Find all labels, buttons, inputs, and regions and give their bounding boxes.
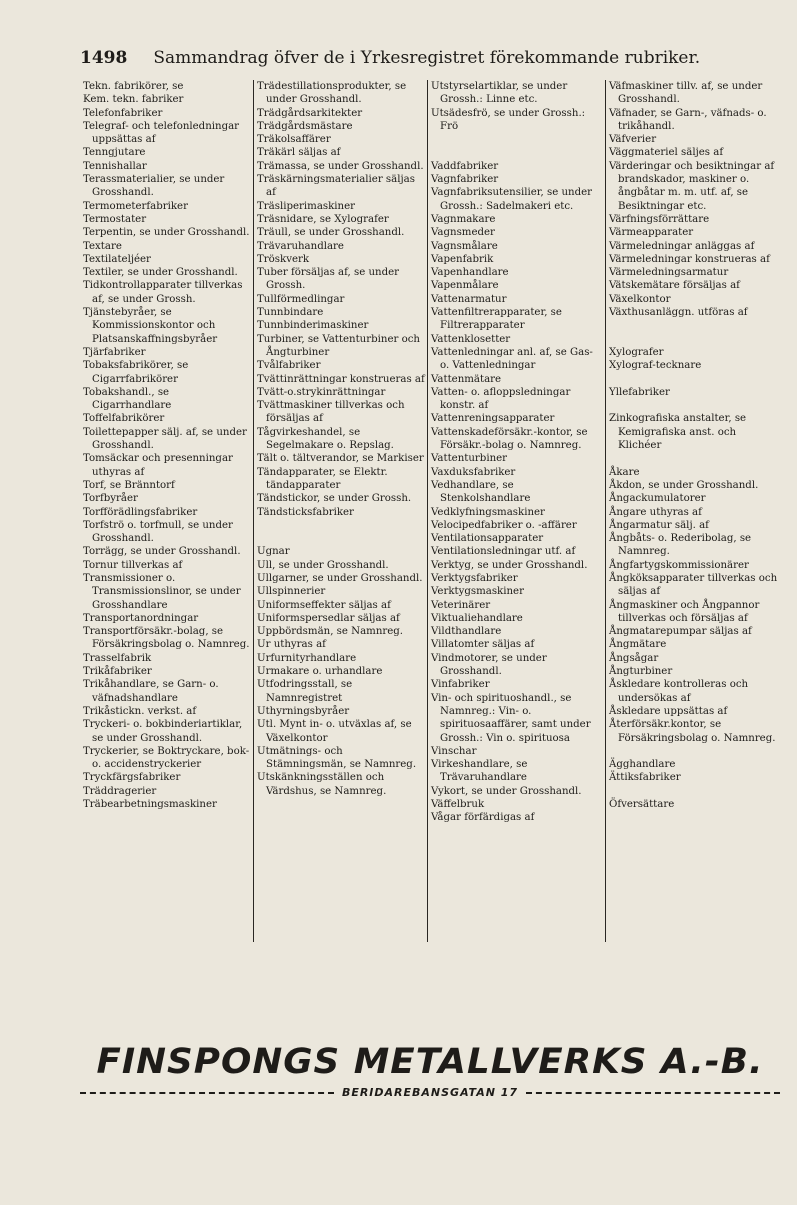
directory-entry: Tryckfärgsfabriker bbox=[83, 772, 181, 784]
directory-entry: Vedklyfningsmaskiner bbox=[431, 506, 545, 518]
directory-entry: Ångmätare bbox=[609, 639, 667, 651]
column-2 bbox=[254, 80, 428, 942]
directory-entry: Ångturbiner bbox=[609, 666, 673, 678]
directory-entry bbox=[609, 333, 778, 346]
directory-entry: Värmeledningsarmatur bbox=[609, 267, 729, 279]
directory-entry: Ur uthyras af bbox=[257, 639, 326, 651]
advertisement-company: FINSPONGS METALLVERKS A.-B. bbox=[96, 1042, 764, 1082]
directory-entry: Träkärl säljas af bbox=[257, 147, 341, 159]
directory-entry: Återförsäkr.kontor, se Försäkringsbolag o. Namnreg. bbox=[609, 719, 776, 744]
column-3 bbox=[428, 80, 606, 942]
directory-entry: Ångmaskiner och Ångpannor tillverkas och försäljas af bbox=[609, 599, 760, 624]
directory-entry: Tenngjutare bbox=[83, 147, 146, 159]
directory-entry: Vapenfabrik bbox=[431, 253, 494, 265]
directory-entry: Utmätnings- och Stämningsmän, se Namnreg. bbox=[257, 745, 417, 771]
directory-entry: Tvålfabriker bbox=[257, 360, 321, 372]
directory-entry: Vildthandlare bbox=[431, 626, 502, 638]
directory-entry: Åskledare uppsättas af bbox=[609, 705, 728, 717]
directory-entry: Ångackumulatorer bbox=[609, 493, 706, 505]
directory-entry: Vågar förfärdigas af bbox=[431, 812, 535, 824]
directory-entry: Utl. Mynt in- o. utväxlas af, se Växelkontor bbox=[257, 719, 412, 744]
directory-entry: Väffelbruk bbox=[431, 799, 485, 811]
directory-entry: Åskledare kontrolleras och undersökas af bbox=[609, 679, 749, 704]
directory-entry: Urmakare o. urhandlare bbox=[257, 666, 383, 678]
directory-entry: Transmissioner o. Transmissionslinor, se under Grosshandlare bbox=[83, 572, 241, 611]
directory-entry: Vattenledningar anl. af, se Gas- o. Vattenledningar bbox=[431, 346, 593, 372]
directory-entry bbox=[609, 319, 778, 332]
directory-entry: Uniformspersedlar säljas af bbox=[257, 612, 400, 624]
directory-entry: Xylograf-tecknare bbox=[609, 360, 702, 372]
directory-entry: Vattenreningsapparater bbox=[431, 413, 555, 425]
directory-entry: Vykort, se under Grosshandl. bbox=[431, 785, 582, 797]
directory-entry: Ångfartygskommissionärer bbox=[609, 559, 749, 571]
directory-entry: Trädestillationsprodukter, se under Grosshandl. bbox=[257, 81, 407, 106]
directory-entry: Vin- och spirituoshandl., se Namnreg.: Vin- o. spirituosaaffärer, samt under Grossh.: Vin o. spirituosa bbox=[431, 692, 591, 744]
directory-entry: Trikåfabriker bbox=[83, 666, 152, 678]
directory-entry: Tennishallar bbox=[83, 160, 147, 172]
directory-entry: Vaddfabriker bbox=[431, 160, 499, 172]
advertisement-address-row bbox=[80, 1086, 780, 1099]
page-title: Sammandrag öfver de i Yrkesregistret förekommande rubriker. bbox=[153, 48, 701, 68]
directory-entry: Väfverier bbox=[609, 134, 657, 146]
directory-entry: Veterinärer bbox=[431, 599, 491, 611]
directory-entry: Utsädesfrö, se under Grossh.: Frö bbox=[431, 107, 586, 132]
directory-entry: Ventilationsapparater bbox=[431, 533, 544, 545]
directory-entry: Ugnar bbox=[257, 546, 290, 558]
directory-entry: Tröskverk bbox=[257, 253, 310, 265]
directory-entry: Växelkontor bbox=[609, 293, 671, 305]
directory-entry: Ångbåts- o. Rederibolag, se Namnreg. bbox=[609, 533, 752, 558]
directory-entry: Trävaruhandlare bbox=[257, 240, 344, 252]
directory-entry: Vätskemätare försäljas af bbox=[609, 280, 740, 292]
directory-entry: Tunnbinderimaskiner bbox=[257, 320, 369, 332]
directory-entry: Tobaksfabrikörer, se Cigarrfabrikörer bbox=[83, 360, 189, 385]
directory-entry: Trämassa, se under Grosshandl. bbox=[257, 160, 424, 172]
directory-entry: Väfmaskiner tillv. af, se under Grosshandl. bbox=[609, 81, 763, 106]
directory-entry: Ångköksapparater tillverkas och säljas af bbox=[609, 572, 778, 598]
directory-entry: Uthyrningsbyråer bbox=[257, 705, 350, 717]
directory-entry: Tvättmaskiner tillverkas och försäljas af bbox=[257, 400, 405, 425]
directory-entry: Telefonfabriker bbox=[83, 107, 163, 119]
directory-entry: Åkdon, se under Grosshandl. bbox=[609, 479, 759, 491]
directory-entry: Virkeshandlare, se Trävaruhandlare bbox=[431, 759, 528, 784]
directory-entry: Uppbördsmän, se Namnreg. bbox=[257, 626, 404, 638]
directory-entry: Växthusanläggn. utföras af bbox=[609, 307, 748, 319]
directory-entry: Vagnfabriker bbox=[431, 174, 499, 186]
directory-entry: Värmeledningar konstrueras af bbox=[609, 253, 770, 265]
directory-entry: Torf, se Bränntorf bbox=[83, 479, 175, 491]
directory-entry bbox=[257, 532, 425, 545]
directory-entry: Textiler, se under Grosshandl. bbox=[83, 267, 238, 279]
directory-entry: Terassmaterialier, se under Grosshandl. bbox=[83, 174, 225, 199]
directory-entry bbox=[431, 146, 603, 159]
directory-entry: Textilateljéer bbox=[83, 253, 151, 265]
directory-entry: Transportförsäkr.-bolag, se Försäkringsbolag o. Namnreg. bbox=[83, 626, 250, 651]
directory-entry: Tryckeri- o. bokbinderiartiklar, se under Grosshandl. bbox=[83, 719, 243, 744]
category-columns bbox=[80, 80, 780, 944]
advertisement-address: BERIDAREBANSGATAN 17 bbox=[341, 1086, 519, 1099]
directory-entry: Ventilationsledningar utf. af bbox=[431, 546, 576, 558]
directory-entry: Vattenfiltrerapparater, se Filtrerapparater bbox=[431, 307, 562, 332]
directory-entry: Vinfabriker bbox=[431, 679, 490, 691]
directory-entry: Trädgårdsmästare bbox=[257, 120, 353, 132]
directory-entry bbox=[609, 373, 778, 386]
directory-entry: Ångmatarepumpar säljas af bbox=[609, 626, 752, 638]
directory-entry: Tuber försäljas af, se under Grossh. bbox=[257, 267, 400, 292]
directory-entry: Värfningsförrättare bbox=[609, 213, 710, 225]
directory-entry: Trädgårdsarkitekter bbox=[257, 107, 363, 119]
directory-entry: Tvättinrättningar konstrueras af bbox=[257, 373, 425, 385]
directory-entry: Träull, se under Grosshandl. bbox=[257, 227, 405, 239]
directory-entry: Väfnader, se Garn-, väfnads- o. trikåhandl. bbox=[609, 107, 767, 132]
directory-entry: Tändsticksfabriker bbox=[257, 506, 354, 518]
directory-entry: Torfbyråer bbox=[83, 493, 138, 505]
directory-entry: Verktygsmaskiner bbox=[431, 586, 524, 598]
directory-entry: Trikåstickn. verkst. af bbox=[83, 705, 197, 717]
directory-entry: Yllefabriker bbox=[609, 386, 670, 398]
directory-entry: Uniformseffekter säljas af bbox=[257, 599, 391, 611]
directory-entry: Verktyg, se under Grosshandl. bbox=[431, 559, 588, 571]
directory-entry: Verktygsfabriker bbox=[431, 572, 518, 584]
directory-entry: Tågvirkeshandel, se Segelmakare o. Repslag. bbox=[257, 426, 394, 452]
directory-entry: Textare bbox=[83, 240, 122, 252]
directory-entry: Vattenklosetter bbox=[431, 333, 511, 345]
directory-entry: Ullgarner, se under Grosshandl. bbox=[257, 572, 423, 584]
directory-entry: Ullspinnerier bbox=[257, 586, 326, 598]
directory-entry: Toffelfabrikörer bbox=[83, 413, 165, 425]
directory-entry: Vapenhandlare bbox=[431, 267, 509, 279]
directory-entry: Träddragerier bbox=[83, 785, 157, 797]
directory-entry: Torrägg, se under Grosshandl. bbox=[83, 546, 241, 558]
directory-entry: Velocipedfabriker o. -affärer bbox=[431, 519, 577, 531]
directory-entry: Tunnbindare bbox=[257, 307, 324, 319]
directory-entry: Vatten- o. afloppsledningar konstr. af bbox=[431, 386, 571, 412]
directory-entry bbox=[609, 785, 778, 798]
directory-entry: Vattenmätare bbox=[431, 373, 502, 385]
page-header bbox=[80, 48, 780, 74]
directory-entry: Vagnmakare bbox=[431, 213, 496, 225]
dashed-rule-right bbox=[526, 1092, 780, 1094]
directory-entry bbox=[609, 452, 778, 465]
directory-entry: Träsliperimaskiner bbox=[257, 200, 356, 212]
directory-entry: Torfströ o. torfmull, se under Grosshandl. bbox=[83, 519, 233, 545]
directory-entry bbox=[609, 399, 778, 412]
directory-entry: Vapenmålare bbox=[431, 280, 499, 292]
directory-entry: Trasselfabrik bbox=[83, 652, 152, 664]
directory-entry: Tryckerier, se Boktryckare, bok- o. accidenstryckerier bbox=[83, 745, 250, 771]
directory-entry: Öfversättare bbox=[609, 799, 675, 811]
directory-entry: Termostater bbox=[83, 213, 147, 225]
directory-entry: Trikåhandlare, se Garn- o. väfnadshandlare bbox=[83, 679, 219, 704]
page-number: 1498 bbox=[80, 48, 128, 68]
directory-entry bbox=[257, 519, 425, 532]
directory-entry: Tändstickor, se under Grossh. bbox=[257, 493, 412, 505]
directory-entry: Värmeapparater bbox=[609, 227, 694, 239]
directory-entry: Värderingar och besiktningar af brandskador, maskiner o. ångbåtar m. m. utf. af, se Besiktningar etc. bbox=[609, 160, 775, 212]
directory-entry: Tomsäckar och presenningar uthyras af bbox=[83, 453, 233, 478]
directory-entry: Vagnsmålare bbox=[431, 240, 498, 252]
directory-entry: Vindmotorer, se under Grosshandl. bbox=[431, 652, 547, 678]
directory-entry: Tändapparater, se Elektr. tändapparater bbox=[257, 466, 388, 491]
directory-entry: Telegraf- och telefonledningar uppsättas af bbox=[83, 120, 240, 146]
directory-entry: Vattenarmatur bbox=[431, 293, 507, 305]
directory-entry: Ägghandlare bbox=[609, 759, 676, 771]
directory-entry: Tobakshandl., se Cigarrhandlare bbox=[83, 386, 172, 412]
directory-entry: Träskärningsmaterialier säljas af bbox=[257, 174, 415, 199]
directory-entry: Vaxduksfabriker bbox=[431, 466, 516, 478]
directory-entry: Vedhandlare, se Stenkolshandlare bbox=[431, 479, 531, 505]
directory-entry: Tjärfabriker bbox=[83, 346, 146, 358]
directory-entry: Turbiner, se Vattenturbiner och Ångturbiner bbox=[257, 333, 420, 358]
directory-entry: Vattenturbiner bbox=[431, 453, 508, 465]
directory-entry: Tält o. tältverandor, se Markiser bbox=[257, 453, 424, 465]
directory-entry: Ångarmatur sälj. af bbox=[609, 519, 709, 531]
directory-entry: Tidkontrollapparater tillverkas af, se under Grossh. bbox=[83, 280, 243, 305]
directory-entry: Tekn. fabrikörer, se bbox=[83, 81, 184, 92]
directory-entry: Träsnidare, se Xylografer bbox=[257, 213, 389, 225]
directory-entry: Värmeledningar anläggas af bbox=[609, 240, 755, 252]
directory-entry: Ångare uthyras af bbox=[609, 506, 702, 518]
directory-entry: Villatomter säljas af bbox=[431, 639, 535, 651]
directory-entry: Tornur tillverkas af bbox=[83, 559, 183, 571]
directory-entry: Ättiksfabriker bbox=[609, 772, 681, 784]
directory-entry bbox=[609, 745, 778, 758]
directory-entry: Åkare bbox=[609, 466, 640, 478]
advertisement-banner bbox=[80, 1042, 780, 1102]
directory-entry: Vagnsmeder bbox=[431, 227, 495, 239]
directory-entry: Kem. tekn. fabriker bbox=[83, 94, 184, 106]
directory-entry: Termometerfabriker bbox=[83, 200, 188, 212]
directory-entry: Ull, se under Grosshandl. bbox=[257, 559, 389, 571]
directory-entry bbox=[431, 133, 603, 146]
directory-entry: Urfurnityrhandlare bbox=[257, 652, 357, 664]
directory-entry: Terpentin, se under Grosshandl. bbox=[83, 227, 250, 239]
directory-entry: Utskänkningsställen och Värdshus, se Namnreg. bbox=[257, 772, 387, 797]
directory-entry: Vinschar bbox=[431, 745, 477, 757]
directory-entry: Tjänstebyråer, se Kommissionskontor och Platsanskaffningsbyråer bbox=[83, 307, 218, 345]
directory-entry: Zinkografiska anstalter, se Kemigrafiska anst. och Klichéer bbox=[609, 413, 747, 452]
directory-entry: Vattenskadeförsäkr.-kontor, se Försäkr.-bolag o. Namnreg. bbox=[431, 426, 588, 452]
directory-entry: Vagnfabriksutensilier, se under Grossh.: Sadelmakeri etc. bbox=[431, 187, 593, 212]
directory-entry: Utfodringsstall, se Namnregistret bbox=[257, 679, 353, 704]
column-1 bbox=[80, 80, 254, 942]
directory-entry: Viktualiehandlare bbox=[431, 612, 523, 624]
directory-entry: Väggmateriel säljes af bbox=[609, 147, 724, 159]
directory-entry: Träbearbetningsmaskiner bbox=[83, 799, 217, 811]
column-4 bbox=[606, 80, 780, 942]
directory-entry: Tullförmedlingar bbox=[257, 293, 345, 305]
directory-entry: Torfförädlingsfabriker bbox=[83, 506, 198, 518]
directory-entry: Toilettepapper sälj. af, se under Grosshandl. bbox=[83, 426, 247, 452]
directory-entry: Ångsågar bbox=[609, 652, 659, 664]
directory-entry: Xylografer bbox=[609, 346, 664, 358]
directory-entry: Träkolsaffärer bbox=[257, 134, 331, 146]
directory-entry: Utstyrselartiklar, se under Grossh.: Linne etc. bbox=[431, 81, 568, 106]
dashed-rule-left bbox=[80, 1092, 334, 1094]
directory-entry: Transportanordningar bbox=[83, 612, 199, 624]
directory-entry: Tvätt-o.strykinrättningar bbox=[257, 386, 386, 398]
